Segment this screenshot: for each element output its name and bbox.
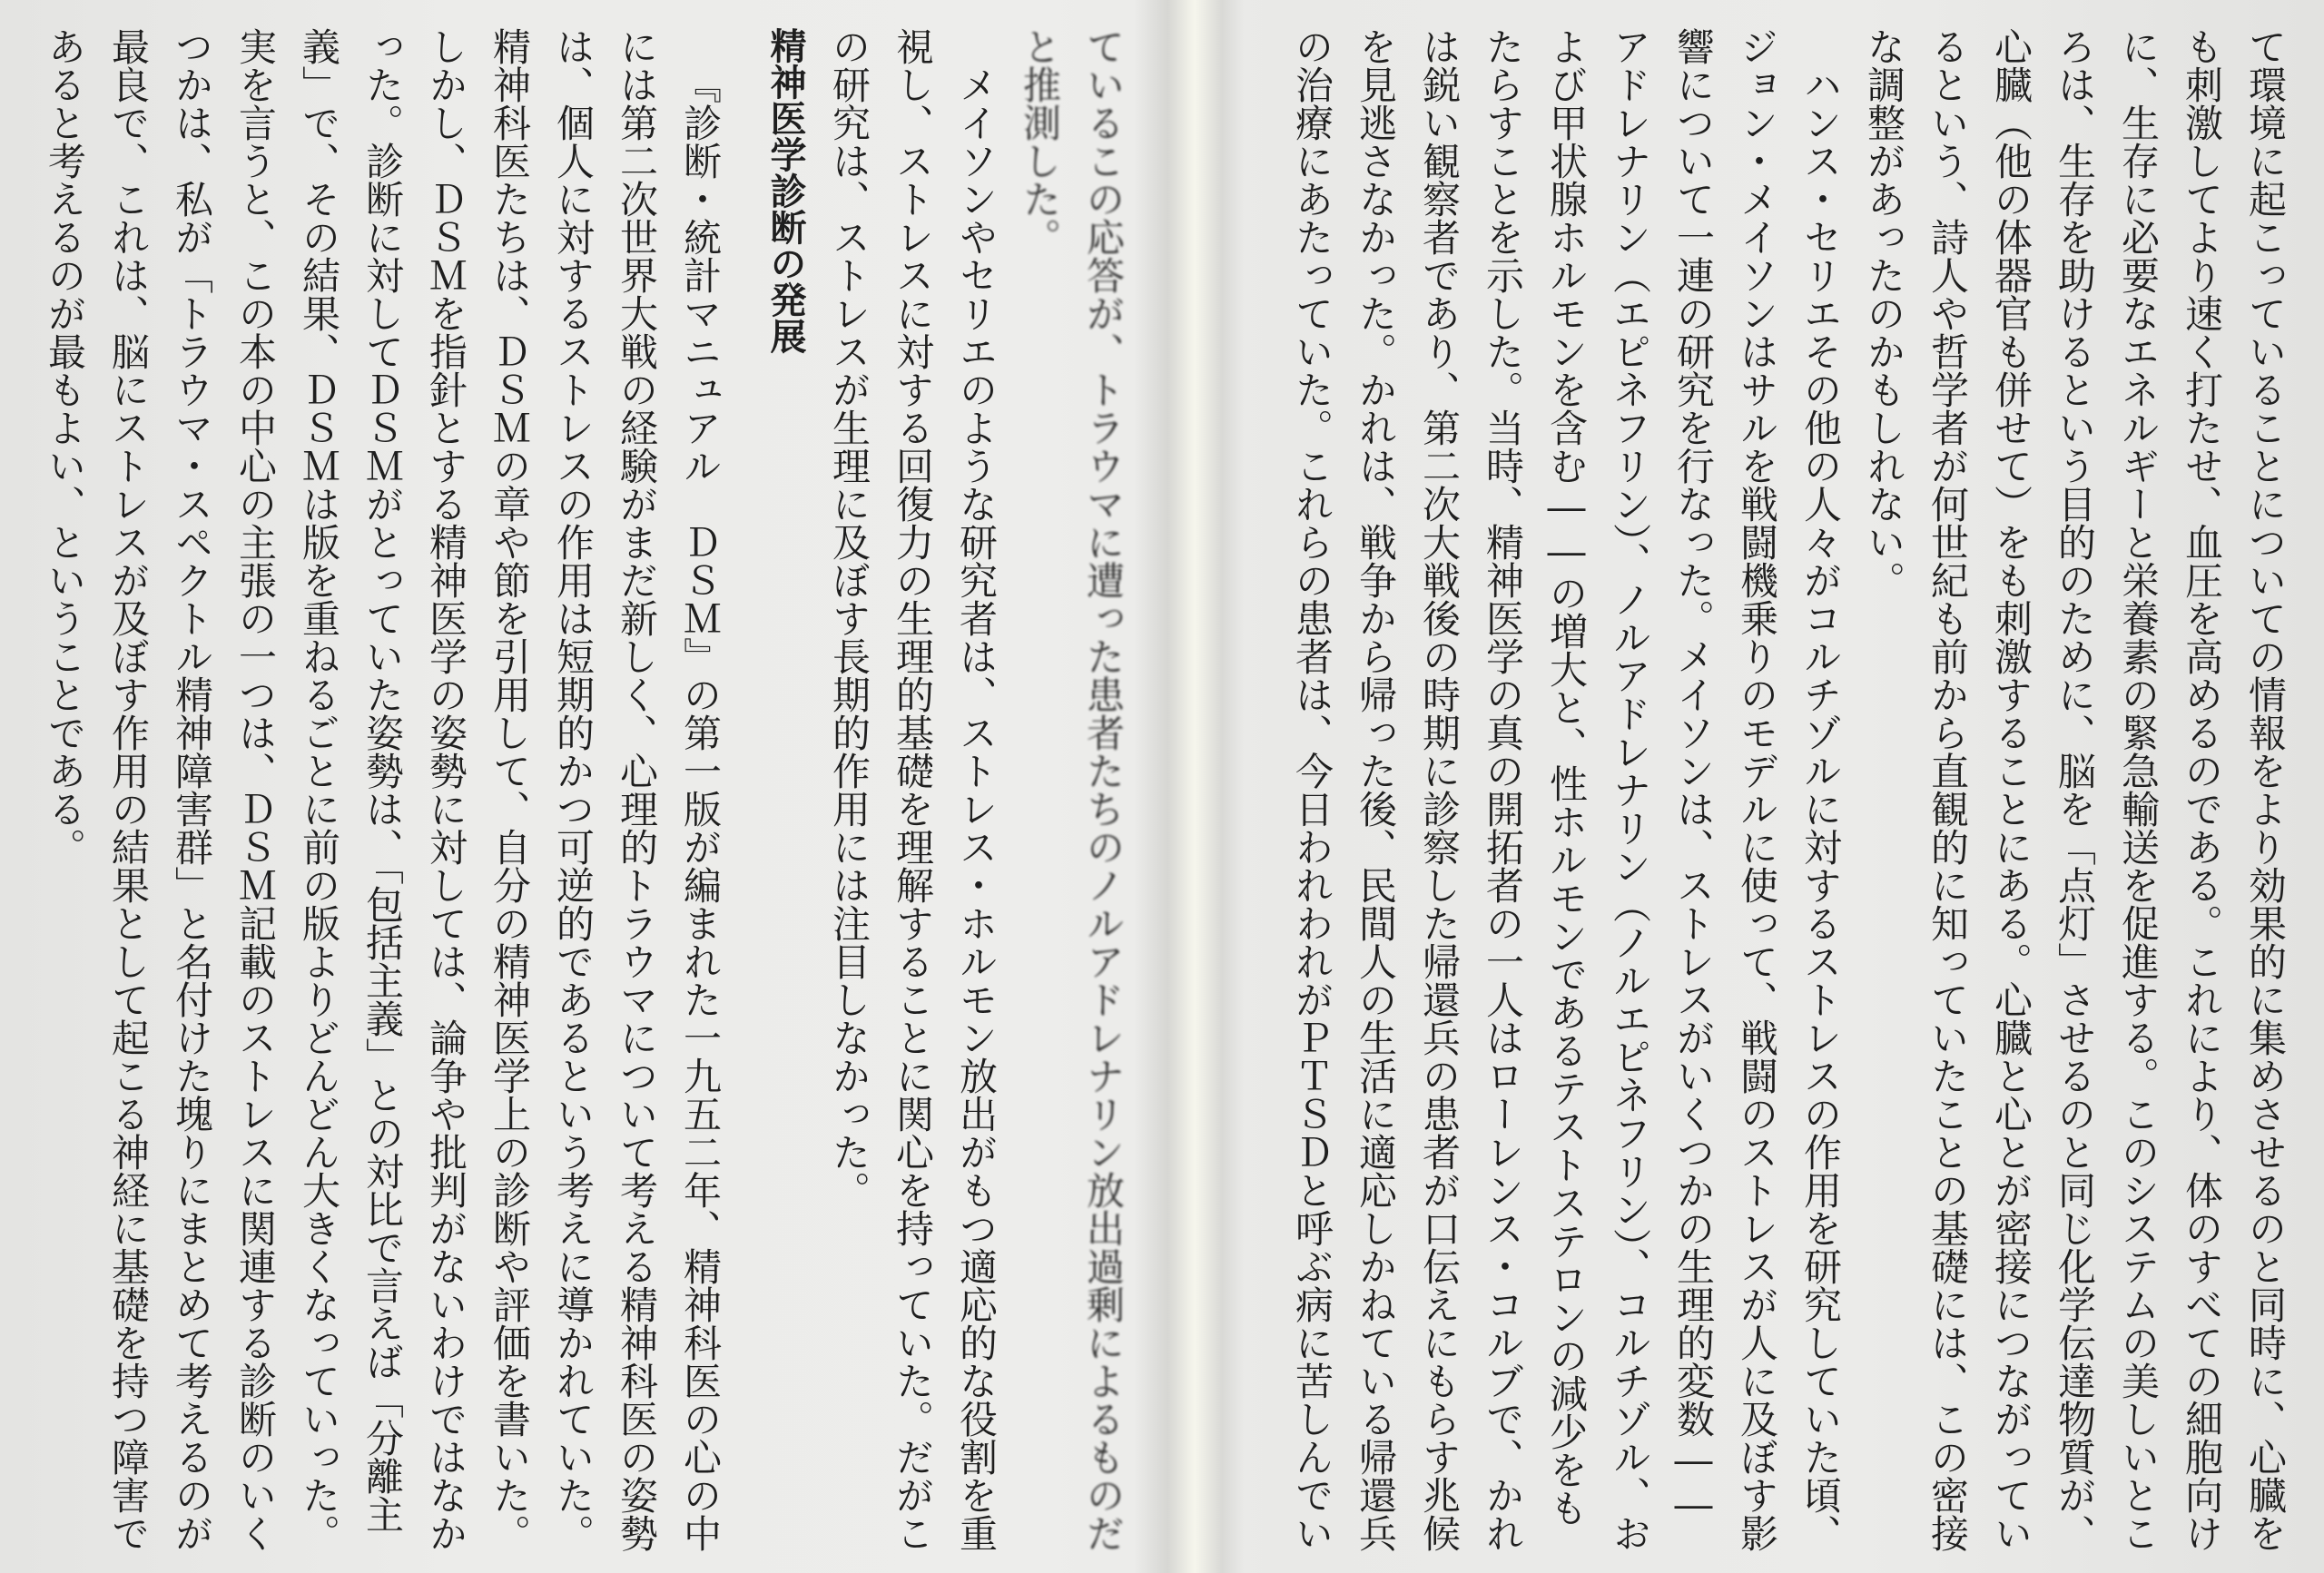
left-paragraph-continued: ているこの応答が、トラウマに遭った患者たちのノルアドレナリン放出過剰によるものだと推測した。 <box>1018 27 1126 1552</box>
right-page <box>1271 27 2297 1561</box>
section-paragraph-1: 『診断・統計マニュアル ＤＳＭ』の第一版が編まれた一九五二年、精神科医の心の中には第二次世界大戦の経験がまだ新しく、心理的トラウマについて考える精神科医の姿勢は、個人に対するストレスの作用は短期的かつ可逆的であるという考えに導かれていた。精神科医たちは、ＤＳＭの章や節を引用して、自分の精神医学上の診断や評価を書いた。しかし、ＤＳＭを指針とする精神医学の姿勢に対しては、論争や批判がないわけではなかった。診断に対してＤＳＭがとっていた姿勢は、「包括主義」との対比で言えば「分離主義」で、その結果、ＤＳＭは版を重ねるごとに前の版よりどんどん大きくなっていった。実を言うと、この本の中心の主張の一つは、ＤＳＭ記載のストレスに関連する診断のいくつかは、私が「トラウマ・スペクトル精神障害群」と名付けた塊りにまとめて考えるのが最良で、これは、脳にストレスが及ぼす作用の結果として起こる神経に基礎を持つ障害であると考えるのが最もよい、ということである。 <box>43 27 723 1552</box>
right-paragraph-1: て環境に起こっていることについての情報をより効果的に集めさせるのと同時に、心臓をも刺激してより速く打たせ、血圧を高めるのである。これにより、体のすべての細胞向けに、生存に必要なエネルギーと栄養素の緊急輸送を促進する。このシステムの美しいところは、生存を助けるという目的のために、脳を「点灯」させるのと同じ化学伝達物質が、心臓（他の体器官も併せて）をも刺激することにある。心臓と心とが密接につながっているという、詩人や哲学者が何世紀も前から直観的に知っていたことの基礎には、この密接な調整があったのかもしれない。 <box>1862 27 2288 1552</box>
right-paragraph-2: ハンス・セリエその他の人々がコルチゾルに対するストレスの作用を研究していた頃、ジョン・メイソンはサルを戦闘機乗りのモデルに使って、戦闘のストレスが人に及ぼす影響について一連の研究を行なった。メイソンは、ストレスがいくつかの生理的変数――アドレナリン（エピネフリン）、ノルアドレナリン（ノルエピネフリン）、コルチゾル、および甲状腺ホルモンを含む――の増大と、性ホルモンであるテストステロンの減少をもたらすことを示した。当時、精神医学の真の開拓者の一人はローレンス・コルブで、かれは鋭い観察者であり、第二次大戦後の時期に診察した帰還兵の患者が口伝えにもらす兆候を見逃さなかった。かれは、戦争から帰った後、民間人の生活に適応しかねている帰還兵の治療にあたっていた。これらの患者は、今日われわれがＰＴＳＤと呼ぶ病に苦しんでい <box>1290 27 1843 1552</box>
book-gutter <box>1135 0 1244 1573</box>
left-page <box>27 27 1135 1561</box>
left-paragraph-1: メイソンやセリエのような研究者は、ストレス・ホルモン放出がもつ適応的な役割を重視し、ストレスに対する回復力の生理的基礎を理解することに関心を持っていた。だがこの研究は、ストレスが生理に及ぼす長期的作用には注目しなかった。 <box>827 27 999 1552</box>
section-heading: 精神医学診断の発展 <box>764 27 806 354</box>
